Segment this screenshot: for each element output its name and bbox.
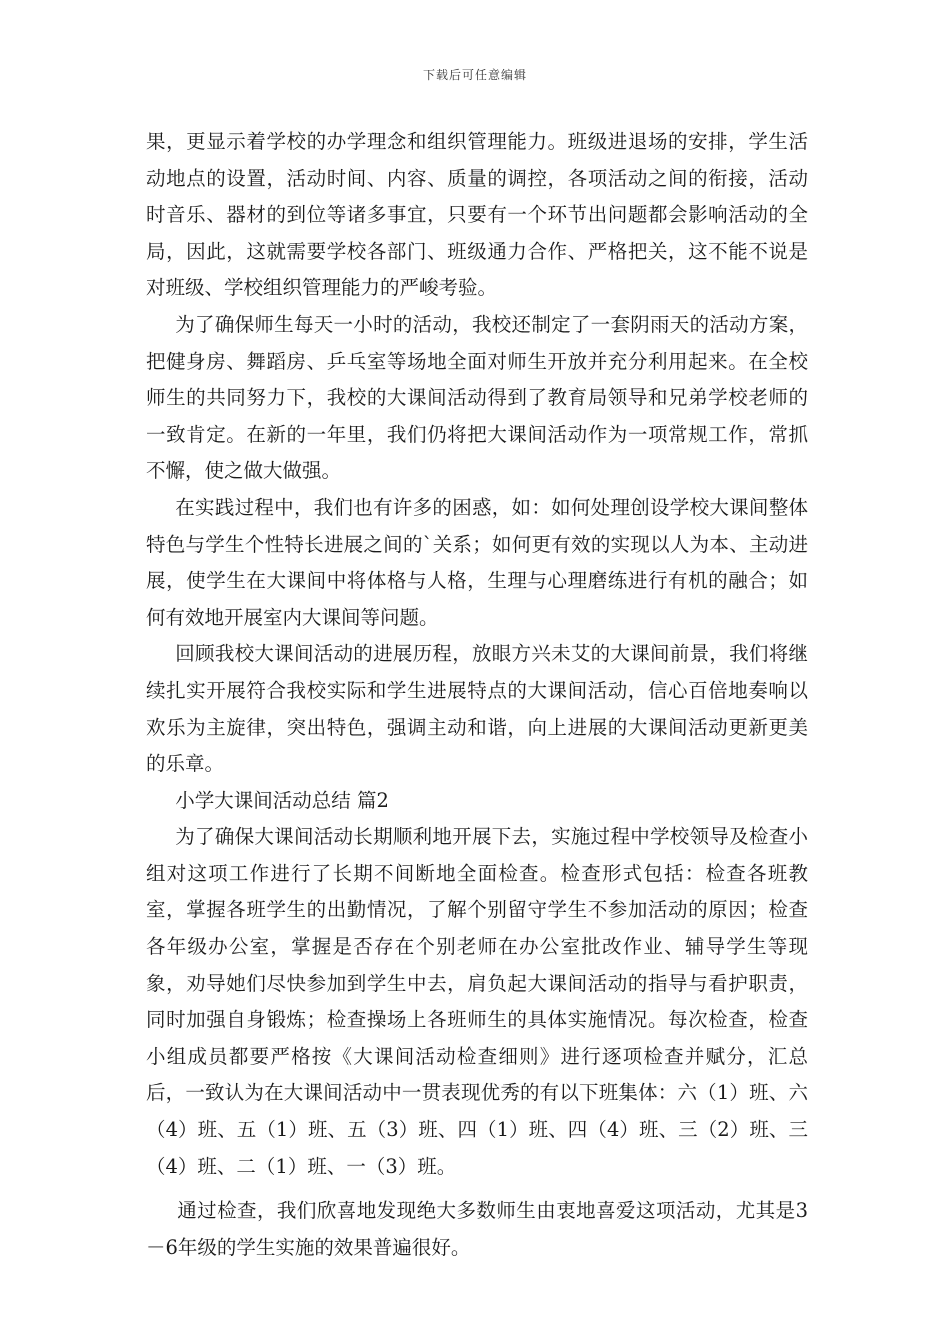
document-body — [146, 124, 808, 1266]
paragraph-confusions: 在实践过程中，我们也有许多的困惑，如：如何处理创设学校大课间整体特色与学生个性特长进展之间的`关系；如何更有效的实现以人为本、主动进展，使学生在大课间中将体格与人格，生理与心理磨练进行有机的融合；如何有效地开展室内大课间等问题。 — [146, 495, 808, 629]
page-header-note: 下载后可任意编辑 — [422, 68, 527, 82]
section-title: 小学大课间活动总结 篇2 — [175, 788, 389, 812]
paragraph-continued: 果，更显示着学校的办学理念和组织管理能力。班级进退场的安排，学生活动地点的设置，活动时间、内容、质量的调控，各项活动之间的衔接，活动时音乐、器材的到位等诸多事宜，只要有一个环节出问题都会影响活动的全局，因此，这就需要学校各部门、班级通力合作、严格把关，这不能不说是对班级、学校组织管理能力的严峻考验。 — [146, 130, 808, 300]
paragraph-rainy-day-plan: 为了确保师生每天一小时的活动，我校还制定了一套阴雨天的活动方案，把健身房、舞蹈房、乒乓室等场地全面对师生开放并充分利用起来。在全校师生的共同努力下，我校的大课间活动得到了教育局领导和兄弟学校老师的一致肯定。在新的一年里，我们仍将把大课间活动作为一项常规工作，常抓不懈，使之做大做强。 — [146, 312, 808, 483]
paragraph-review: 回顾我校大课间活动的进展历程，放眼方兴未艾的大课间前景，我们将继续扎实开展符合我校实际和学生进展特点的大课间活动，信心百倍地奏响以欢乐为主旋律，突出特色，强调主动和谐，向上进展的大课间活动更新更美的乐章。 — [146, 642, 808, 776]
paragraph-results: 通过检查，我们欣喜地发现绝大多数师生由衷地喜爱这项活动，尤其是3－6年级的学生实施的效果普遍很好。 — [146, 1199, 808, 1259]
paragraph-inspection: 为了确保大课间活动长期顺利地开展下去，实施过程中学校领导及检查小组对这项工作进行了长期不间断地全面检查。检查形式包括：检查各班教室，掌握各班学生的出勤情况，了解个别留守学生不参加活动的原因；检查各年级办公室，掌握是否存在个别老师在办公室批改作业、辅导学生等现象，劝导她们尽快参加到学生中去，肩负起大课间活动的指导与看护职责，同时加强自身锻炼；检查操场上各班师生的具体实施情况。每次检查，检查小组成员都要严格按《大课间活动检查细则》进行逐项检查并赋分，汇总后，一致认为在大课间活动中一贯表现优秀的有以下班集体：六（1）班、六（4）班、五（1）班、五（3）班、四（1）班、四（4）班、三（2）班、三（4）班、二（1）班、一（3）班。 — [146, 825, 808, 1178]
